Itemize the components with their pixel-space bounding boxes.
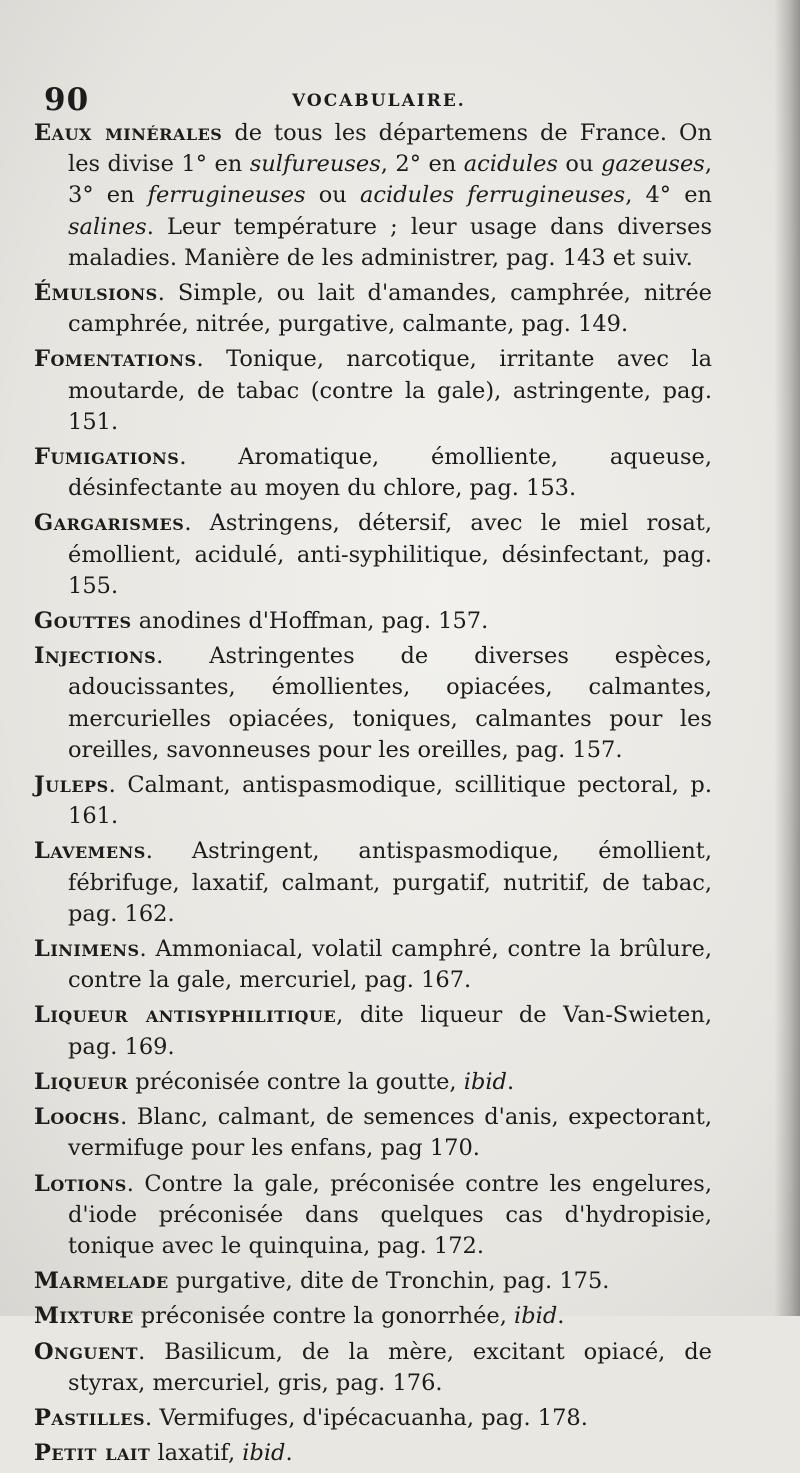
entry-text: . Astringens, détersif, avec le miel rosat, émollient, acidulé, anti-syphilitique, désinfectant, pag. 155. [68, 510, 712, 599]
entry-headword: Liqueur [34, 1068, 129, 1095]
entry-italic-text: ibid [242, 1440, 286, 1467]
entry-headword: Lavemens [34, 838, 146, 865]
entry-headword: Liqueur antisyphilitique [34, 1002, 337, 1029]
vocabulary-entries [34, 118, 712, 1473]
entry-headword: Émulsions [34, 280, 158, 307]
page-number: 90 [44, 82, 90, 118]
vocabulary-entry [34, 1000, 712, 1062]
vocabulary-entry [34, 1301, 712, 1332]
entry-headword: Gargarismes [34, 510, 185, 537]
vocabulary-entry [34, 1067, 712, 1098]
entry-headword: Fumigations [34, 444, 180, 471]
entry-text: laxatif, [150, 1440, 243, 1467]
entry-text: . [506, 1068, 515, 1095]
entry-italic-text: ibid [463, 1068, 507, 1095]
vocabulary-entry [34, 1102, 712, 1164]
entry-headword: Lotions [34, 1170, 127, 1197]
entry-italic-text: salines [68, 213, 147, 240]
vocabulary-entry [34, 1337, 712, 1399]
entry-text: ou [557, 151, 601, 178]
page-header [44, 82, 704, 122]
entry-headword: Marmelade [34, 1268, 169, 1295]
entry-headword: Petit lait [34, 1440, 151, 1467]
entry-text: . Astringent, antispasmodique, émollient, fébrifuge, laxatif, calmant, purgatif, nutritif, de tabac, pag. 162. [68, 838, 712, 927]
vocabulary-entry [34, 641, 712, 766]
entry-text: . Calmant, antispasmodique, scillitique pectoral, p. 161. [68, 772, 712, 830]
entry-text: . Contre la gale, préconisée contre les engelures, d'iode préconisée dans quelques cas d'hydropisie, tonique avec le quinquina, pag. 172. [68, 1170, 712, 1259]
entry-italic-text: ibid [514, 1303, 558, 1330]
entry-text: . Vermifuges, d'ipécacuanha, pag. 178. [145, 1404, 588, 1431]
entry-headword: Eaux minérales [34, 120, 223, 146]
entry-text: de tous les départemens de France. On les divise 1° en [68, 120, 712, 178]
entry-text: . Blanc, calmant, de semences d'anis, expectorant, vermifuge pour les enfans, pag 170. [68, 1104, 712, 1162]
entry-headword: Loochs [34, 1104, 121, 1131]
vocabulary-entry [34, 442, 712, 504]
entry-text: , dite liqueur de Van-Swieten, pag. 169. [68, 1002, 712, 1060]
vocabulary-entry [34, 118, 712, 274]
vocabulary-entry [34, 508, 712, 602]
entry-text: . Astringentes de diverses espèces, adoucissantes, émollientes, opiacées, calmantes, mercurielles opiacées, toniques, calmantes pour les oreilles, savonneuses pour les oreilles, pag. 157. [68, 643, 712, 763]
running-title: VOCABULAIRE. [292, 91, 466, 111]
entry-text: , 3° en [68, 151, 712, 209]
entry-text: . [285, 1440, 293, 1467]
page-edge-shadow [774, 0, 800, 1316]
entry-text: . Basilicum, de la mère, excitant opiacé, de styrax, mercuriel, gris, pag. 176. [68, 1338, 712, 1396]
vocabulary-entry [34, 606, 712, 637]
entry-headword: Pastilles [34, 1404, 146, 1431]
entry-text: . Ammoniacal, volatil camphré, contre la brûlure, contre la gale, mercuriel, pag. 167. [68, 936, 712, 994]
entry-text: , 4° en [625, 182, 713, 209]
entry-text: ou [305, 182, 360, 209]
vocabulary-entry [34, 836, 712, 930]
vocabulary-entry [34, 770, 712, 832]
entry-italic-text: sulfureuses [249, 151, 381, 178]
entry-headword: Injections [34, 643, 157, 670]
entry-text: . Aromatique, émolliente, aqueuse, désinfectante au moyen du chlore, pag. 153. [68, 444, 712, 502]
entry-text: , 2° en [380, 151, 464, 178]
entry-text: . [557, 1303, 565, 1330]
entry-headword: Gouttes [34, 608, 132, 635]
entry-text: . Simple, ou lait d'amandes, camphrée, nitrée camphrée, nitrée, purgative, calmante, pag. 149. [68, 280, 712, 338]
entry-text: . Tonique, narcotique, irritante avec la moutarde, de tabac (contre la gale), astringente, pag. 151. [68, 346, 712, 435]
vocabulary-entry [34, 1403, 712, 1434]
entry-text: préconisée contre la gonorrhée, [133, 1303, 515, 1330]
entry-headword: Linimens [34, 936, 140, 963]
entry-italic-text: acidules ferrugineuses [359, 182, 626, 209]
vocabulary-entry [34, 278, 712, 340]
entry-headword: Mixture [34, 1303, 134, 1330]
vocabulary-entry [34, 934, 712, 996]
entry-italic-text: acidules [463, 151, 558, 178]
entry-text: anodines d'Hoffman, pag. 157. [131, 608, 489, 635]
entry-text: purgative, dite de Tronchin, pag. 175. [168, 1268, 610, 1295]
entry-headword: Onguent [34, 1338, 139, 1365]
vocabulary-entry [34, 1169, 712, 1263]
entry-text: préconisée contre la goutte, [128, 1068, 464, 1095]
entry-headword: Juleps [34, 772, 109, 799]
vocabulary-entry [34, 1266, 712, 1297]
entry-italic-text: gazeuses [600, 151, 705, 178]
entry-italic-text: ferrugineuses [147, 182, 306, 209]
entry-text: . Leur température ; leur usage dans diverses maladies. Manière de les administrer, pag. 143 et suiv. [68, 213, 712, 271]
vocabulary-entry [34, 1438, 712, 1469]
vocabulary-entry [34, 344, 712, 438]
entry-headword: Fomentations [34, 346, 197, 373]
